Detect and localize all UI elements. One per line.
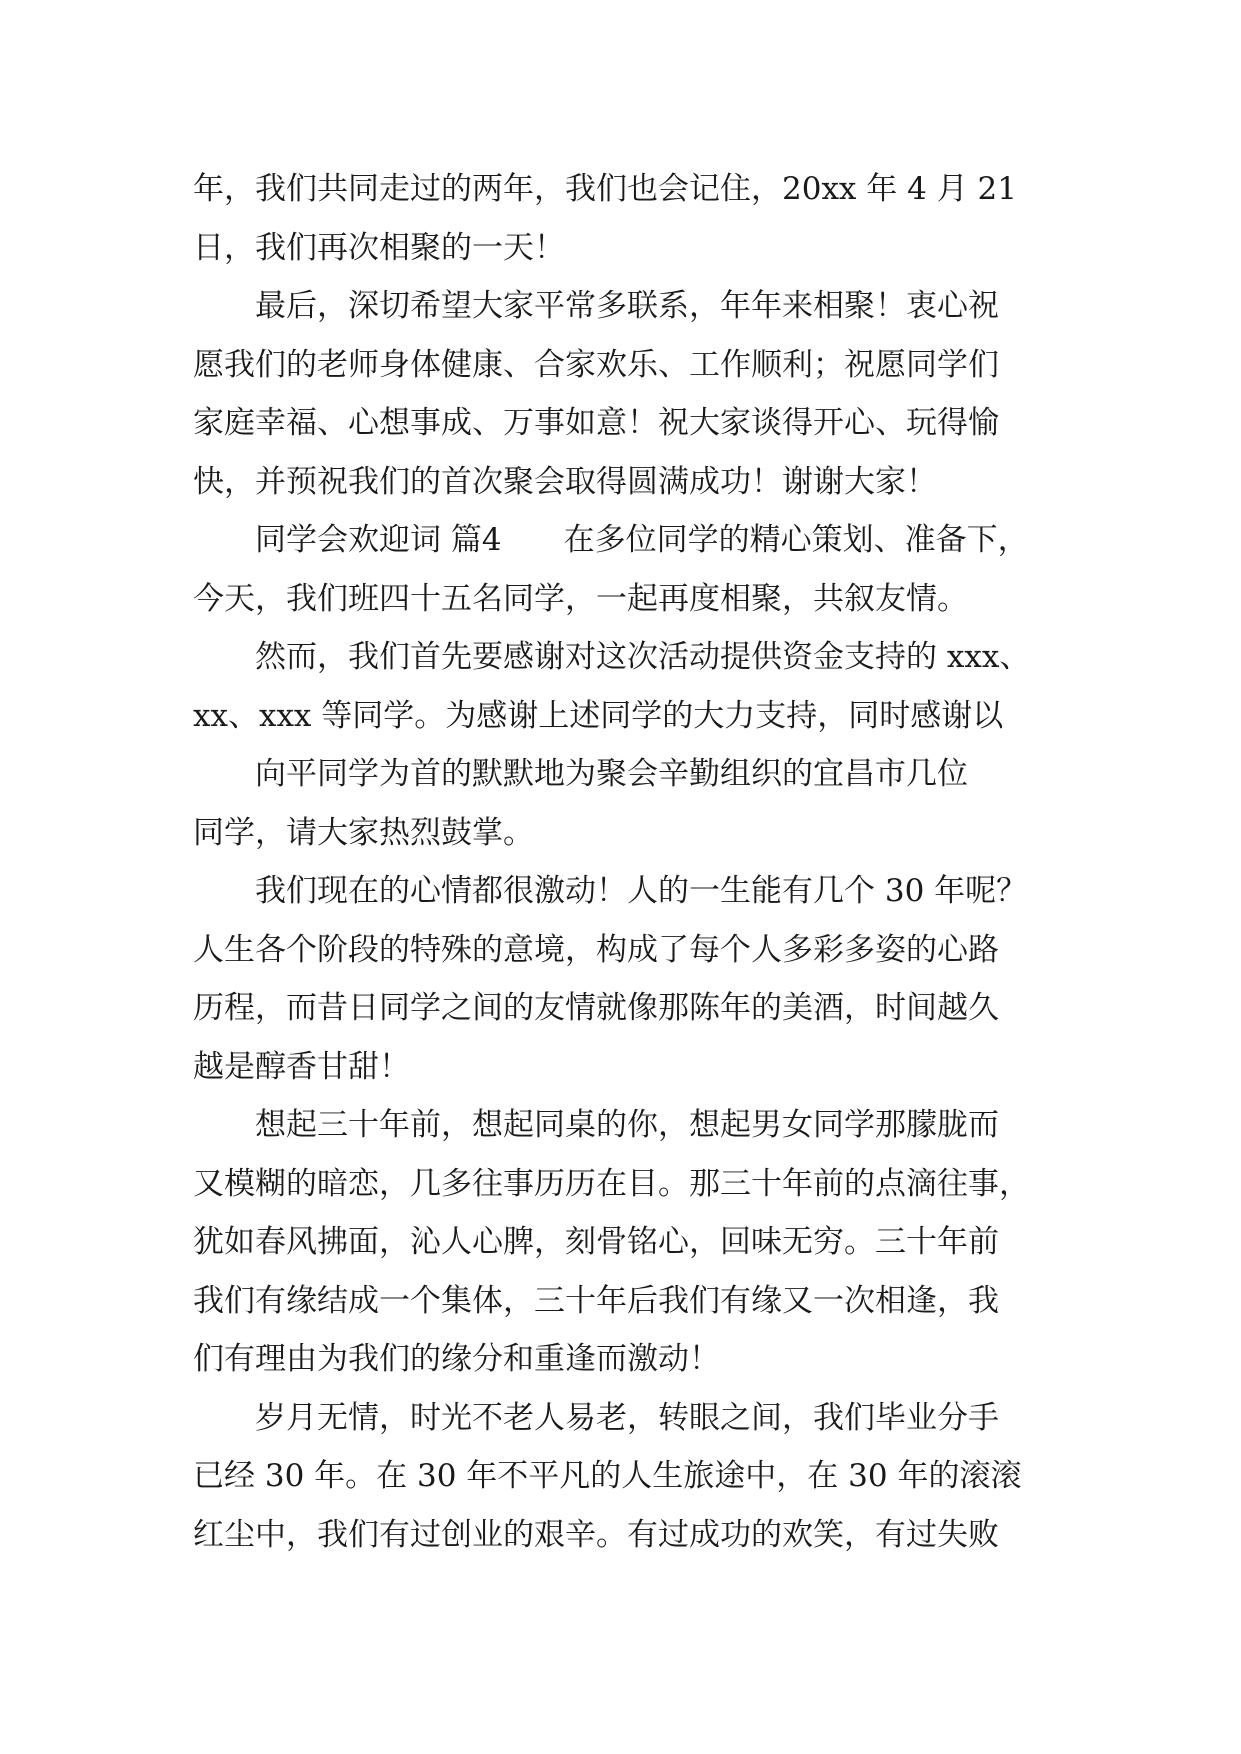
text-line-16 [193, 1038, 1053, 1097]
text-line-18-content: 又模糊的暗恋，几多往事历历在目。那三十年前的点滴往事， [193, 1165, 1030, 1202]
text-line-21-content: 们有理由为我们的缘分和重逢而激动！ [193, 1341, 720, 1377]
text-line-17-content: 想起三十年前，想起同桌的你，想起男女同学那朦胧而 [255, 1107, 999, 1143]
text-line-14 [193, 921, 1053, 980]
text-line-22 [193, 1389, 1053, 1448]
text-line-6-content: 快，并预祝我们的首次聚会取得圆满成功！谢谢大家！ [193, 463, 937, 500]
text-line-20 [193, 1272, 1053, 1331]
text-line-15-content: 历程，而昔日同学之间的友情就像那陈年的美酒，时间越久 [193, 990, 999, 1026]
text-line-3-content: 最后，深切希望大家平常多联系，年年来相聚！衷心祝 [255, 288, 999, 324]
text-line-5-content: 家庭幸福、心想事成、万事如意！祝大家谈得开心、玩得愉 [193, 405, 999, 441]
text-line-19-content: 犹如春风拂面，沁人心脾，刻骨铭心，回味无穷。三十年前 [193, 1224, 999, 1260]
text-line-2 [193, 219, 1053, 278]
text-line-24 [193, 1506, 1053, 1565]
text-line-10 [193, 687, 1053, 746]
text-line-17 [193, 1096, 1053, 1155]
text-line-1 [193, 160, 1053, 219]
text-line-23 [193, 1447, 1053, 1506]
text-line-6 [193, 453, 1053, 512]
text-line-7 [193, 511, 1053, 570]
text-line-18 [193, 1155, 1053, 1214]
text-line-20-content: 我们有缘结成一个集体，三十年后我们有缘又一次相逢，我 [193, 1282, 999, 1319]
text-line-3 [193, 277, 1053, 336]
text-line-8 [193, 570, 1053, 629]
text-line-8-content: 今天，我们班四十五名同学，一起再度相聚，共叙友情。 [193, 580, 968, 617]
text-line-21 [193, 1330, 1053, 1389]
text-line-23-content: 已经 30 年。在 30 年不平凡的人生旅途中，在 30 年的滚滚 [193, 1458, 1022, 1494]
text-line-12-content: 同学，请大家热烈鼓掌。 [193, 814, 534, 851]
document-body [193, 160, 1053, 1564]
text-line-16-content: 越是醇香甘甜！ [193, 1048, 410, 1085]
text-line-4-content: 愿我们的老师身体健康、合家欢乐、工作顺利；祝愿同学们 [193, 346, 999, 383]
section-heading: 同学会欢迎词 篇4 [255, 522, 502, 558]
text-line-15 [193, 979, 1053, 1038]
text-line-4 [193, 336, 1053, 395]
text-line-24-content: 红尘中，我们有过创业的艰辛。有过成功的欢笑，有过失败 [193, 1516, 999, 1553]
text-line-22-content: 岁月无情，时光不老人易老，转眼之间，我们毕业分手 [255, 1399, 999, 1436]
text-line-19 [193, 1213, 1053, 1272]
text-line-2-content: 日，我们再次相聚的一天！ [193, 229, 565, 266]
text-line-10-content: xx、xxx 等同学。为感谢上述同学的大力支持，同时感谢以 [193, 697, 1004, 734]
text-line-9 [193, 628, 1053, 687]
text-line-7-tail: 在多位同学的精心策划、准备下， [563, 522, 1029, 558]
text-line-9-content: 然而，我们首先要感谢对这次活动提供资金支持的 xxx、 [255, 639, 1031, 675]
text-line-13 [193, 862, 1053, 921]
text-line-14-content: 人生各个阶段的特殊的意境，构成了每个人多彩多姿的心路 [193, 931, 999, 968]
text-line-12 [193, 804, 1053, 863]
text-line-1-content: 年，我们共同走过的两年，我们也会记住，20xx 年 4 月 21 [193, 171, 1017, 207]
text-line-11-content: 向平同学为首的默默地为聚会辛勤组织的宜昌市几位 [255, 756, 968, 792]
text-line-13-content: 我们现在的心情都很激动！人的一生能有几个 30 年呢？ [255, 873, 1028, 909]
text-line-5 [193, 394, 1053, 453]
text-line-11 [193, 745, 1053, 804]
